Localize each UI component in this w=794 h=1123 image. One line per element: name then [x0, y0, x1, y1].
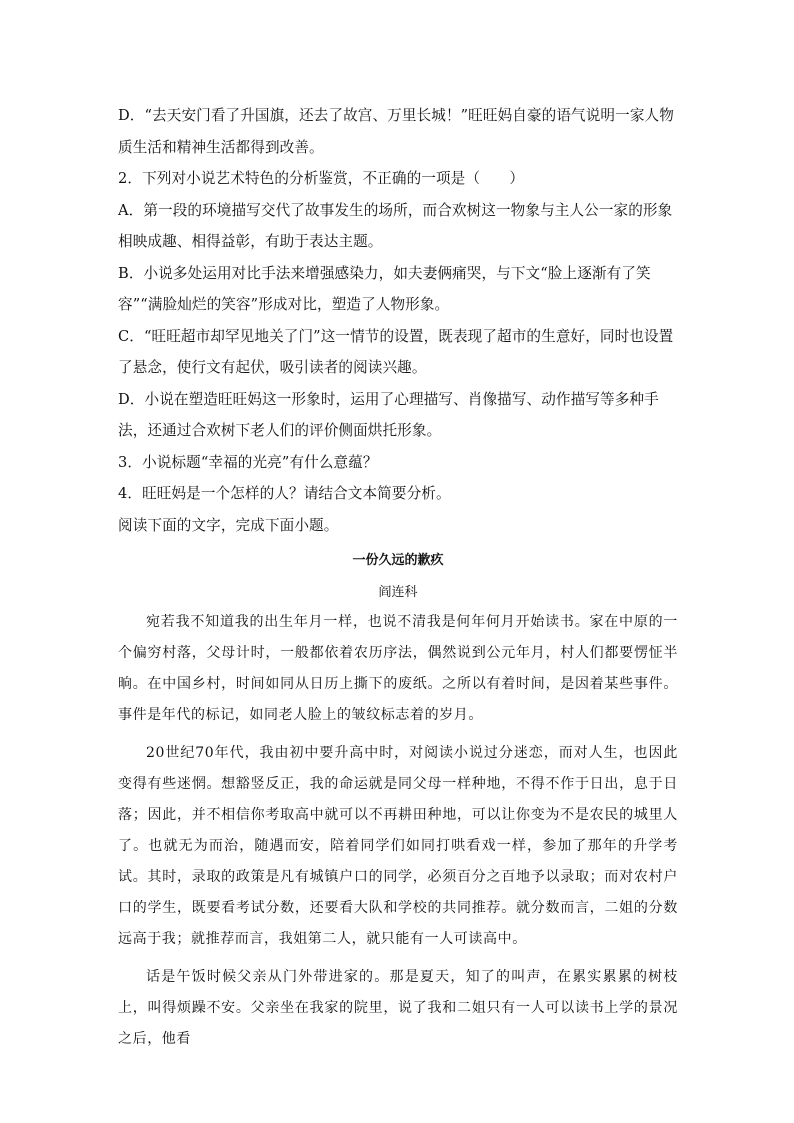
question-option-d-prev: D．“去天安门看了升国旗，还去了故宫、万里长城！”旺旺妈自豪的语气说明一家人物质生活和精神生活都得到改善。	[118, 107, 674, 156]
story-paragraph-2: 20世纪70年代，我由初中要升高中时，对阅读小说过分迷恋，而对人生，也因此变得有些迷惘。想豁竖反正，我的命运就是同父母一样种地，不得不作于日出，息于日落；因此，并不相信你考取高中就可以不再耕田种地，可以让你变为不是农民的城里人了。也就无为而治，随遇而安，陪着同学们如同打哄看戏一样，参加了那年的升学考试。其时，录取的政策是凡有城镇户口的同学，必须百分之百地予以录取；而对农村户口的学生，既要看考试分数，还要看大队和学校的共同推荐。就分数而言，二姐的分数远高于我；就推荐而言，我姐第二人，就只能有一人可读高中。	[118, 745, 678, 947]
question-2-stem: 2．下列对小说艺术特色的分析鉴赏，不正确的一项是（ ）	[118, 170, 525, 187]
story-title: 一份久远的歉疚	[352, 553, 444, 568]
story-paragraph-3: 话是午饭时候父亲从门外带进家的。那是夏天，知了的叫声，在累实累累的树枝上，叫得烦躁不安。父亲坐在我家的院里，说了我和二姐只有一人可以读书上学的景况之后，他看	[118, 969, 678, 1047]
story-author: 阎连科	[378, 585, 418, 600]
question-4: 4．旺旺妈是一个怎样的人？请结合文本简要分析。	[118, 485, 451, 502]
question-section	[118, 100, 678, 541]
reading-instruction: 阅读下面的文字，完成下面小题。	[118, 516, 339, 534]
story-paragraph-1: 宛若我不知道我的出生年月一样，也说不清我是何年何月开始读书。家在中原的一个偏穷村落，父母计时，一般都依着农历序法，偶然说到公元年月，村人们都要愣怔半晌。在中国乡村，时间如同从日历上撕下的废纸。之所以有着时间，是因着某些事件。事件是年代的标记，如同老人脸上的皱纹标志着的岁月。	[118, 614, 678, 723]
question-3: 3．小说标题“幸福的光亮”有什么意蕴？	[118, 453, 378, 471]
question-2-option-d: D．小说在塑造旺旺妈这一形象时，运用了心理描写、肖像描写、动作描写等多种手法，还通过合欢树下老人们的评价侧面烘托形象。	[118, 390, 659, 439]
question-2-option-c: C．“旺旺超市却罕见地关了门”这一情节的设置，既表现了超市的生意好，同时也设置了悬念，使行文有起伏，吸引读者的阅读兴趣。	[118, 327, 674, 376]
question-2-option-a: A．第一段的环境描写交代了故事发生的场所，而合欢树这一物象与主人公一家的形象相映成趣、相得益彰，有助于表达主题。	[118, 201, 673, 250]
story-body	[118, 607, 678, 1062]
question-2-option-b: B．小说多处运用对比手法来增强感染力，如夫妻俩痛哭，与下文“脸上逐渐有了笑容”“满脸灿烂的笑容”形成对比，塑造了人物形象。	[118, 264, 651, 313]
